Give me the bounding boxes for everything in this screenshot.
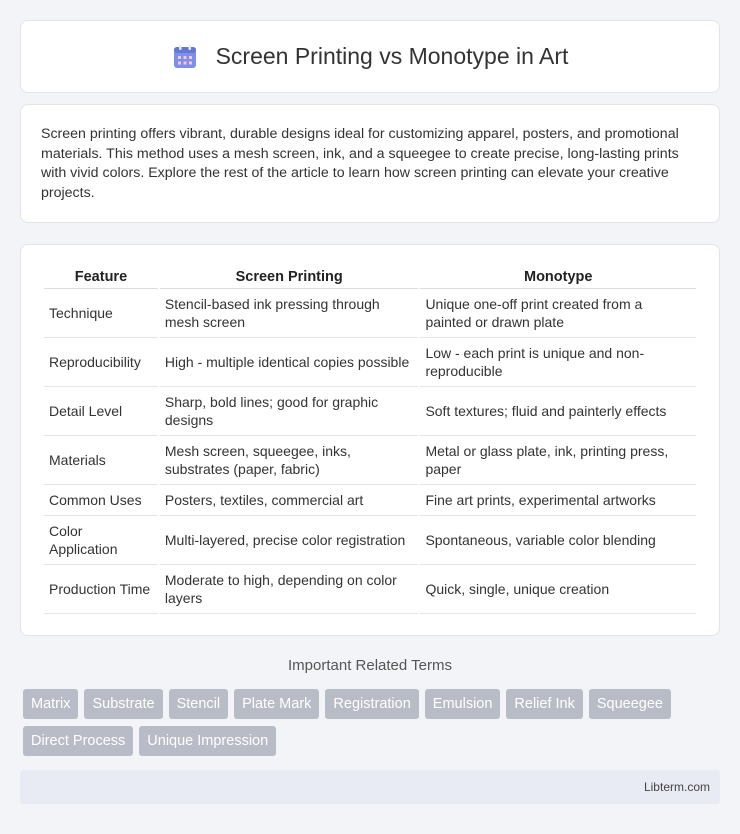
related-terms-list [23, 689, 723, 756]
feature-cell: Color Application [44, 516, 158, 565]
intro-card [20, 104, 720, 223]
footer-link[interactable]: Libterm.com [643, 780, 710, 794]
page-title: Screen Printing vs Monotype in Art [215, 43, 569, 69]
feature-cell: Detail Level [44, 387, 158, 436]
monotype-cell: Unique one-off print created from a painted or drawn plate [420, 289, 696, 338]
comparison-card [20, 244, 720, 636]
term-tag[interactable]: Registration [325, 689, 418, 719]
term-tag[interactable]: Squeegee [589, 689, 671, 719]
feature-cell: Reproducibility [44, 338, 158, 387]
monotype-cell: Fine art prints, experimental artworks [420, 485, 696, 516]
screen-printing-cell: Stencil-based ink pressing through mesh screen [160, 289, 419, 338]
screen-printing-cell: High - multiple identical copies possible [160, 338, 419, 387]
monotype-cell: Low - each print is unique and non-reproducible [420, 338, 696, 387]
term-tag[interactable]: Direct Process [23, 726, 133, 756]
column-header: Feature [44, 265, 158, 289]
table-row [44, 387, 696, 436]
related-terms-heading: Important Related Terms [288, 657, 452, 674]
term-tag[interactable]: Substrate [84, 689, 162, 719]
term-tag[interactable]: Plate Mark [234, 689, 319, 719]
screen-printing-cell: Sharp, bold lines; good for graphic designs [160, 387, 419, 436]
table-row [44, 338, 696, 387]
calendar-icon [172, 44, 198, 70]
table-row [44, 485, 696, 516]
column-header: Screen Printing [160, 265, 419, 289]
column-header: Monotype [420, 265, 696, 289]
term-tag[interactable]: Unique Impression [139, 726, 276, 756]
title-card [20, 20, 720, 93]
screen-printing-cell: Mesh screen, squeegee, inks, substrates (paper, fabric) [160, 436, 419, 485]
term-tag[interactable]: Matrix [23, 689, 78, 719]
feature-cell: Common Uses [44, 485, 158, 516]
table-row [44, 436, 696, 485]
monotype-cell: Soft textures; fluid and painterly effects [420, 387, 696, 436]
term-tag[interactable]: Relief Ink [506, 689, 582, 719]
term-tag[interactable]: Emulsion [425, 689, 501, 719]
screen-printing-cell: Moderate to high, depending on color layers [160, 565, 419, 614]
screen-printing-cell: Multi-layered, precise color registration [160, 516, 419, 565]
table-row [44, 516, 696, 565]
feature-cell: Production Time [44, 565, 158, 614]
feature-cell: Technique [44, 289, 158, 338]
monotype-cell: Spontaneous, variable color blending [420, 516, 696, 565]
table-row [44, 289, 696, 338]
table-row [44, 565, 696, 614]
table-header-row [44, 265, 696, 289]
monotype-cell: Quick, single, unique creation [420, 565, 696, 614]
footer [20, 770, 720, 804]
comparison-table [42, 265, 698, 614]
term-tag[interactable]: Stencil [169, 689, 229, 719]
screen-printing-cell: Posters, textiles, commercial art [160, 485, 419, 516]
feature-cell: Materials [44, 436, 158, 485]
monotype-cell: Metal or glass plate, ink, printing press, paper [420, 436, 696, 485]
intro-text: Screen printing offers vibrant, durable designs ideal for customizing apparel, posters, and promotional materials. This method uses a mesh screen, ink, and a squeegee to create precise, long-lasting prints with vivid colors. Explore the rest of the article to learn how screen printing can elevate your creative projects. [41, 126, 679, 201]
